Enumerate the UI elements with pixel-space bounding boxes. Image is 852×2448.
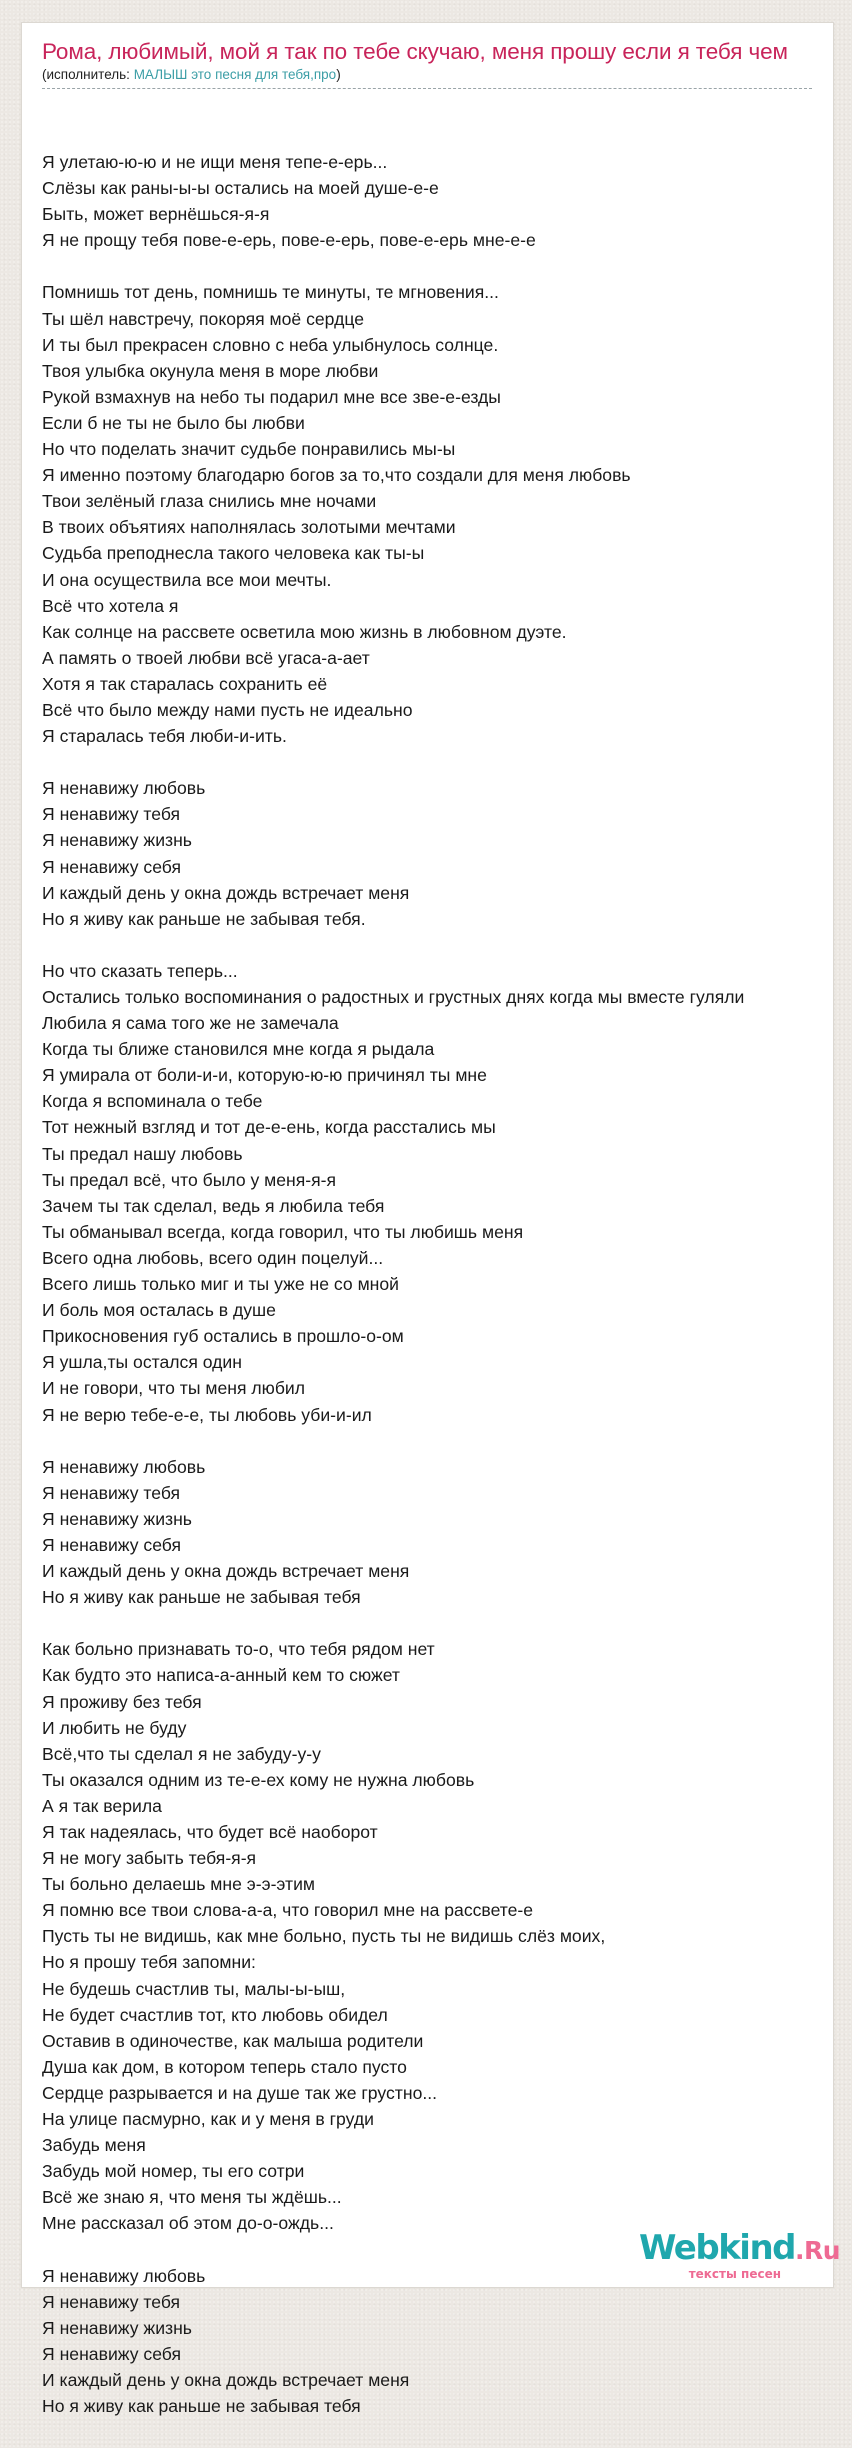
lyrics-line: Я старалась тебя люби-и-ить. — [42, 726, 287, 747]
lyrics-line: Но я прошу тебя запомни: — [42, 1952, 256, 1973]
lyrics-line: Я ненавижу жизнь — [42, 2317, 192, 2338]
lyrics-line: Ты шёл навстречу, покоряя моё сердце — [42, 308, 364, 329]
lyrics-line: Я именно поэтому благодарю богов за то,что создали для меня любовь — [42, 465, 631, 486]
lyrics-line: Не будет счастлив тот, кто любовь обидел — [42, 2004, 388, 2025]
lyrics-line: Я так надеялась, что будет всё наоборот — [42, 1822, 378, 1842]
lyrics-line: Быть, может вернёшься-я-я — [42, 204, 270, 225]
lyrics-stanza — [42, 958, 852, 1428]
lyrics-line: И боль моя осталась в душе — [42, 1300, 276, 1321]
lyrics-line: Всего одна любовь, всего один поцелуй... — [42, 1247, 384, 1268]
lyrics-line: И ты был прекрасен словно с неба улыбнулось солнце. — [42, 334, 499, 355]
lyrics-line: Твои зелёный глаза снились мне ночами — [42, 491, 377, 512]
lyrics-line: Судьба преподнесла такого человека как ты-ы — [42, 543, 425, 564]
lyrics-line: Когда ты ближе становился мне когда я рыдала — [42, 1039, 435, 1060]
lyrics-line: Тот нежный взгляд и тот де-е-ень, когда расстались мы — [42, 1117, 496, 1138]
song-title: Рома, любимый, мой я так по тебе скучаю, меня прошу если я тебя чем — [42, 39, 788, 64]
lyrics-line: Слёзы как раны-ы-ы остались на моей душе-е-е — [42, 178, 439, 199]
lyrics-line: Я ненавижу себя — [42, 2343, 182, 2364]
lyrics-line: Я помню все твои слова-а-а, что говорил мне на рассвете-е — [42, 1900, 534, 1921]
artist-link[interactable]: МАЛЫШ — [133, 67, 188, 82]
lyrics-line: Ты обманывал всегда, когда говорил, что ты любишь меня — [42, 1221, 524, 1242]
lyrics-line: Сердце разрывается и на душе так же грустно... — [42, 2082, 438, 2103]
lyrics-line: Я умирала от боли-и-и, которую-ю-ю причинял ты мне — [42, 1065, 487, 1086]
lyrics-line: Всё же знаю я, что меня ты ждёшь... — [42, 2187, 342, 2208]
lyrics-line: И каждый день у окна дождь встречает меня — [42, 1561, 410, 1582]
webkind-logo[interactable] — [639, 2228, 841, 2281]
logo-main-text: Webkind — [639, 2228, 795, 2268]
lyrics-line: Помнишь тот день, помнишь те минуты, те мгновения... — [42, 282, 499, 303]
lyrics-stanza — [42, 149, 852, 253]
lyrics-line: И каждый день у окна дождь встречает меня — [42, 882, 410, 903]
lyrics-line: Я ненавижу любовь — [42, 1456, 206, 1477]
lyrics-stanza — [42, 2263, 852, 2420]
lyrics-line: А память о твоей любви всё угаса-а-ает — [42, 647, 370, 668]
lyrics-stanza — [42, 279, 852, 749]
lyrics-line: Пусть ты не видишь, как мне больно, пусть ты не видишь слёз моих, — [42, 1926, 606, 1947]
logo-wordmark — [639, 2228, 841, 2270]
lyrics-line: Твоя улыбка окунула меня в море любви — [42, 360, 379, 381]
meta-close: ) — [336, 67, 341, 82]
lyrics-line: Забудь мой номер, ты его сотри — [42, 2161, 305, 2182]
lyrics-line: Всё,что ты сделал я не забуду-у-у — [42, 1743, 321, 1764]
lyrics-line: И она осуществила все мои мечты. — [42, 569, 332, 590]
lyrics-line: Я проживу без тебя — [42, 1691, 202, 1712]
lyrics-line: Я ненавижу любовь — [42, 2265, 206, 2286]
lyrics-line: Любила я сама того же не замечала — [42, 1013, 339, 1034]
lyrics-line: На улице пасмурно, как и у меня в груди — [42, 2109, 374, 2130]
lyrics-line: Прикосновения губ остались в прошло-о-ом — [42, 1326, 404, 1347]
lyrics-line: Как больно признавать то-о, что тебя рядом нет — [42, 1639, 435, 1660]
lyrics-line: Мне рассказал об этом до-о-ождь... — [42, 2213, 334, 2234]
lyrics-line: Я ненавижу себя — [42, 856, 182, 877]
lyrics-line: Но я живу как раньше не забывая тебя — [42, 2396, 361, 2417]
lyrics-line: Я не верю тебе-е-е, ты любовь уби-и-ил — [42, 1404, 372, 1425]
lyrics-line: Зачем ты так сделал, ведь я любила тебя — [42, 1195, 385, 1216]
lyrics-line: Как солнце на рассвете осветила мою жизнь в любовном дуэте. — [42, 621, 567, 642]
lyrics-line: Хотя я так старалась сохранить её — [42, 673, 328, 694]
lyrics-line: Забудь меня — [42, 2135, 146, 2156]
lyrics-line: Оставив в одиночестве, как малыша родители — [42, 2030, 424, 2051]
lyrics-line: Как будто это написа-а-анный кем то сюжет — [42, 1665, 400, 1686]
lyrics-line: Я ушла,ты остался один — [42, 1352, 242, 1373]
lyrics-line: Не будешь счастлив ты, малы-ы-ыш, — [42, 1978, 346, 1999]
lyrics-line: Ты больно делаешь мне э-э-этим — [42, 1874, 316, 1895]
logo-tld: .Ru — [795, 2236, 841, 2265]
lyrics-line: Я ненавижу себя — [42, 1534, 182, 1555]
lyrics-line: Когда я вспоминала о тебе — [42, 1091, 263, 1112]
lyrics-body — [42, 149, 852, 2419]
lyrics-line: Но что сказать теперь... — [42, 960, 238, 981]
lyrics-card — [21, 22, 841, 2417]
lyrics-stanza — [42, 1454, 852, 1611]
lyrics-line: Ты предал нашу любовь — [42, 1143, 243, 1164]
lyrics-line: Но я живу как раньше не забывая тебя — [42, 1587, 361, 1608]
lyrics-line: Если б не ты не было бы любви — [42, 412, 305, 433]
logo-tagline: тексты песен — [688, 2267, 781, 2281]
lyrics-line: Ты предал всё, что было у меня-я-я — [42, 1169, 337, 1190]
lyrics-line: Я ненавижу тебя — [42, 804, 181, 825]
lyrics-line: И любить не буду — [42, 1717, 187, 1738]
artist-label: (исполнитель: — [42, 67, 134, 82]
song-header — [42, 39, 812, 89]
lyrics-stanza — [42, 775, 852, 932]
lyrics-line: И каждый день у окна дождь встречает меня — [42, 2369, 410, 2390]
lyrics-line: Я ненавижу жизнь — [42, 830, 192, 851]
lyrics-line: Я ненавижу тебя — [42, 1482, 181, 1503]
lyrics-line: А я так верила — [42, 1795, 162, 1816]
lyrics-line: Всего лишь только миг и ты уже не со мной — [42, 1274, 399, 1295]
lyrics-line: Душа как дом, в котором теперь стало пусто — [42, 2056, 407, 2077]
lyrics-line: Рукой взмахнув на небо ты подарил мне все зве-е-езды — [42, 386, 501, 407]
lyrics-line: Ты оказался одним из те-е-ех кому не нужна любовь — [42, 1769, 475, 1790]
lyrics-line: Я не прощу тебя пове-е-ерь, пове-е-ерь, пове-е-ерь мне-е-е — [42, 230, 536, 251]
lyrics-line: Я ненавижу тебя — [42, 2291, 181, 2312]
lyrics-stanza — [42, 1636, 852, 2236]
song-meta — [42, 66, 812, 89]
site-link[interactable]: это песня для тебя,про — [191, 67, 337, 82]
lyrics-line: Но что поделать значит судьбе понравились мы-ы — [42, 439, 456, 460]
lyrics-line: Всё что было между нами пусть не идеально — [42, 699, 413, 720]
lyrics-line: В твоих объятиях наполнялась золотыми мечтами — [42, 517, 456, 538]
lyrics-line: И не говори, что ты меня любил — [42, 1378, 305, 1399]
lyrics-line: Остались только воспоминания о радостных и грустных днях когда мы вместе гуляли — [42, 987, 745, 1007]
lyrics-line: Всё что хотела я — [42, 595, 179, 616]
lyrics-line: Я ненавижу жизнь — [42, 1508, 192, 1529]
lyrics-line: Но я живу как раньше не забывая тебя. — [42, 908, 366, 929]
lyrics-line: Я ненавижу любовь — [42, 778, 206, 799]
lyrics-line: Я не могу забыть тебя-я-я — [42, 1848, 257, 1869]
lyrics-line: Я улетаю-ю-ю и не ищи меня тепе-е-ерь... — [42, 152, 388, 172]
